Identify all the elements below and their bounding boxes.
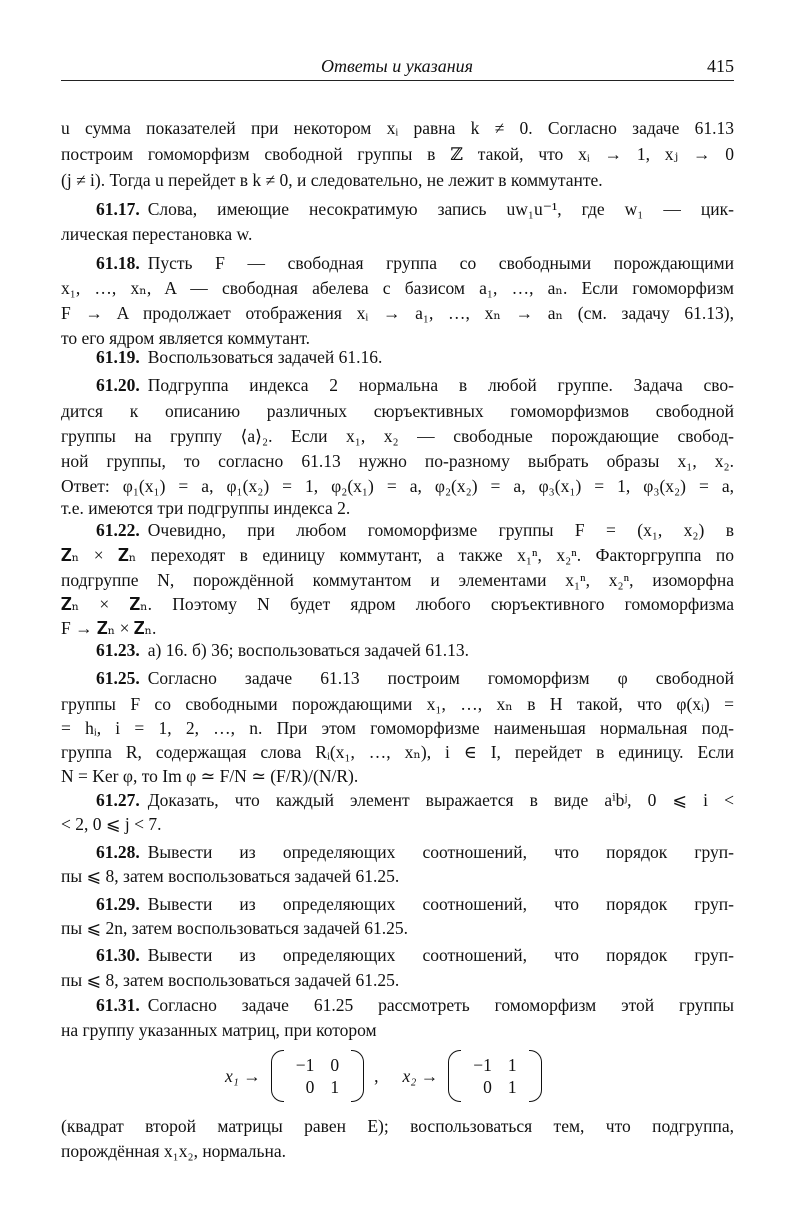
line-text: Пусть F — свободная группа со свободными порождающими (147, 253, 734, 273)
line-text: x₁, …, xₙ, A — свободная абелева с базисом a₁, …, aₙ. Если гомоморфизм (61, 278, 734, 298)
left-paren (271, 1050, 284, 1102)
running-header-title: Ответы и указания (320, 56, 474, 76)
text-line (61, 497, 734, 519)
text-line (96, 667, 734, 689)
text-line (61, 302, 734, 324)
line-text: = hᵢ, i = 1, 2, …, n. При этом гомоморфизме наименьшая нормальная под- (61, 718, 734, 738)
line-text: Согласно задаче 61.13 построим гомоморфизм φ свободной (147, 668, 734, 688)
matrix-cell: 0 (305, 1076, 315, 1097)
text-line (61, 169, 734, 191)
text-line (61, 765, 734, 787)
problem-number: 61.18. (96, 253, 140, 273)
text-line (96, 639, 734, 661)
matrix-cell: −1 (295, 1054, 315, 1075)
text-line (61, 617, 734, 639)
text-line (61, 693, 734, 715)
text-line (61, 450, 734, 472)
matrix-cell: 1 (507, 1054, 517, 1075)
problem-number: 61.31. (96, 995, 140, 1015)
line-text: 𝐙ₙ × 𝐙ₙ. Поэтому N будет ядром любого сюръективного гомоморфизма (61, 594, 734, 614)
line-text: u сумма показателей при некотором xᵢ равна k ≠ 0. Согласно задаче 61.13 (61, 118, 734, 138)
line-text: (j ≠ i). Тогда u перейдет в k ≠ 0, и следовательно, не лежит в коммутанте. (61, 170, 603, 190)
problem-number: 61.19. (96, 347, 140, 367)
line-text: Очевидно, при любом гомоморфизме группы F = (x₁, x₂) в (147, 520, 734, 540)
matrix-formula (225, 1050, 542, 1102)
problem-number: 61.22. (96, 520, 140, 540)
matrix-2 (448, 1050, 541, 1102)
line-text: Воспользоваться задачей 61.16. (147, 347, 383, 367)
text-line (61, 544, 734, 566)
right-paren (351, 1050, 364, 1102)
line-text: лическая перестановка w. (61, 224, 253, 244)
line-text: группы на группу ⟨a⟩₂. Если x₁, x₂ — свободные порождающие свобод- (61, 426, 734, 446)
text-line (96, 519, 734, 541)
header-rule (61, 80, 734, 81)
line-text: N = Ker φ, то Im φ ≃ F/N ≃ (F/R)/(N/R). (61, 766, 359, 786)
line-text: дится к описанию различных сюръективных гомоморфизмов свободной (61, 401, 734, 421)
line-text: пы ⩽ 8, затем воспользоваться задачей 61.25. (61, 866, 400, 886)
text-line (96, 789, 734, 811)
line-text: F → 𝐙ₙ × 𝐙ₙ. (61, 618, 157, 638)
matrix-cell: 0 (330, 1054, 340, 1075)
problem-number: 61.27. (96, 790, 140, 810)
text-line (61, 400, 734, 422)
text-line (61, 569, 734, 591)
text-line (96, 198, 734, 220)
line-text: т.е. имеются три подгруппы индекса 2. (61, 498, 351, 518)
text-line (61, 1019, 734, 1041)
right-paren (529, 1050, 542, 1102)
text-line (61, 865, 734, 887)
line-text: Ответ: φ₁(x₁) = a, φ₁(x₂) = 1, φ₂(x₁) = a, φ₂(x₂) = a, φ₃(x₁) = 1, φ₃(x₂) = a, (61, 476, 734, 496)
problem-number: 61.29. (96, 894, 140, 914)
text-line (96, 374, 734, 396)
problem-number: 61.20. (96, 375, 140, 395)
text-line (96, 252, 734, 274)
problem-number: 61.17. (96, 199, 140, 219)
line-text: группы F со свободными порождающими x₁, …, xₙ в H такой, что φ(xᵢ) = (61, 694, 734, 714)
line-text: Вывести из определяющих соотношений, что порядок груп- (147, 842, 734, 862)
line-text: Слова, имеющие несократимую запись uw₁u⁻¹, где w₁ — цик- (147, 199, 734, 219)
line-text: 𝐙ₙ × 𝐙ₙ переходят в единицу коммутант, а также x₁ⁿ, x₂ⁿ. Факторгруппа по (61, 545, 734, 565)
text-line (61, 917, 734, 939)
text-line (61, 813, 734, 835)
left-paren (448, 1050, 461, 1102)
text-line (61, 277, 734, 299)
problem-number: 61.28. (96, 842, 140, 862)
text-line (96, 346, 734, 368)
text-line (96, 994, 734, 1016)
line-text: порождённая x₁x₂, нормальна. (61, 1141, 287, 1161)
line-text: Согласно задаче 61.25 рассмотреть гомоморфизм этой группы (147, 995, 734, 1015)
text-line (61, 1140, 734, 1162)
text-line (61, 425, 734, 447)
matrix-1 (271, 1050, 364, 1102)
line-text: Подгруппа индекса 2 нормальна в любой группе. Задача сво- (147, 375, 734, 395)
problem-number: 61.30. (96, 945, 140, 965)
line-text: < 2, 0 ⩽ j < 7. (61, 814, 162, 834)
text-line (96, 944, 734, 966)
line-text: на группу указанных матриц, при котором (61, 1020, 377, 1040)
line-text: Вывести из определяющих соотношений, что порядок груп- (147, 945, 734, 965)
line-text: пы ⩽ 2n, затем воспользоваться задачей 61.25. (61, 918, 409, 938)
text-line (61, 717, 734, 739)
text-line (61, 117, 734, 139)
line-text: группа R, содержащая слова Rᵢ(x₁, …, xₙ), i ∈ I, перейдет в единицу. Если (61, 742, 734, 762)
problem-number: 61.25. (96, 668, 140, 688)
matrix-cell: −1 (473, 1054, 492, 1075)
line-text: (квадрат второй матрицы равен E); воспользоваться тем, что подгруппа, (61, 1116, 734, 1136)
line-text: подгруппе N, порождённой коммутантом и элементами x₁ⁿ, x₂ⁿ, изоморфна (61, 570, 734, 590)
line-text: ной группы, то согласно 61.13 нужно по-разному выбрать образы x₁, x₂. (61, 451, 734, 471)
line-text: F → A продолжает отображения xᵢ → a₁, …, xₙ → aₙ (см. задачу 61.13), (61, 303, 734, 323)
text-line (96, 841, 734, 863)
line-text: Вывести из определяющих соотношений, что порядок груп- (147, 894, 734, 914)
matrix-cell: 1 (330, 1076, 340, 1097)
text-line (61, 593, 734, 615)
line-text: пы ⩽ 8, затем воспользоваться задачей 61.25. (61, 970, 400, 990)
page-number: 415 (707, 56, 734, 76)
text-line (61, 741, 734, 763)
line-text: а) 16. б) 36; воспользоваться задачей 61.13. (147, 640, 469, 660)
matrix-var-2: x₂ → (402, 1065, 439, 1086)
text-line (61, 223, 734, 245)
matrix-cell: 0 (483, 1076, 492, 1097)
line-text: то его ядром является коммутант. (61, 328, 311, 348)
line-text: построим гомоморфизм свободной группы в ℤ такой, что xᵢ → 1, xⱼ → 0 (61, 144, 734, 164)
matrix-separator: , (374, 1065, 379, 1086)
text-line (96, 893, 734, 915)
text-line (61, 475, 734, 497)
line-text: Доказать, что каждый элемент выражается в виде aⁱbʲ, 0 ⩽ i < (147, 790, 734, 810)
text-line (61, 1115, 734, 1137)
text-line (61, 969, 734, 991)
problem-number: 61.23. (96, 640, 140, 660)
text-line (61, 143, 734, 165)
matrix-var-1: x₁ → (225, 1065, 261, 1086)
matrix-cell: 1 (507, 1076, 517, 1097)
